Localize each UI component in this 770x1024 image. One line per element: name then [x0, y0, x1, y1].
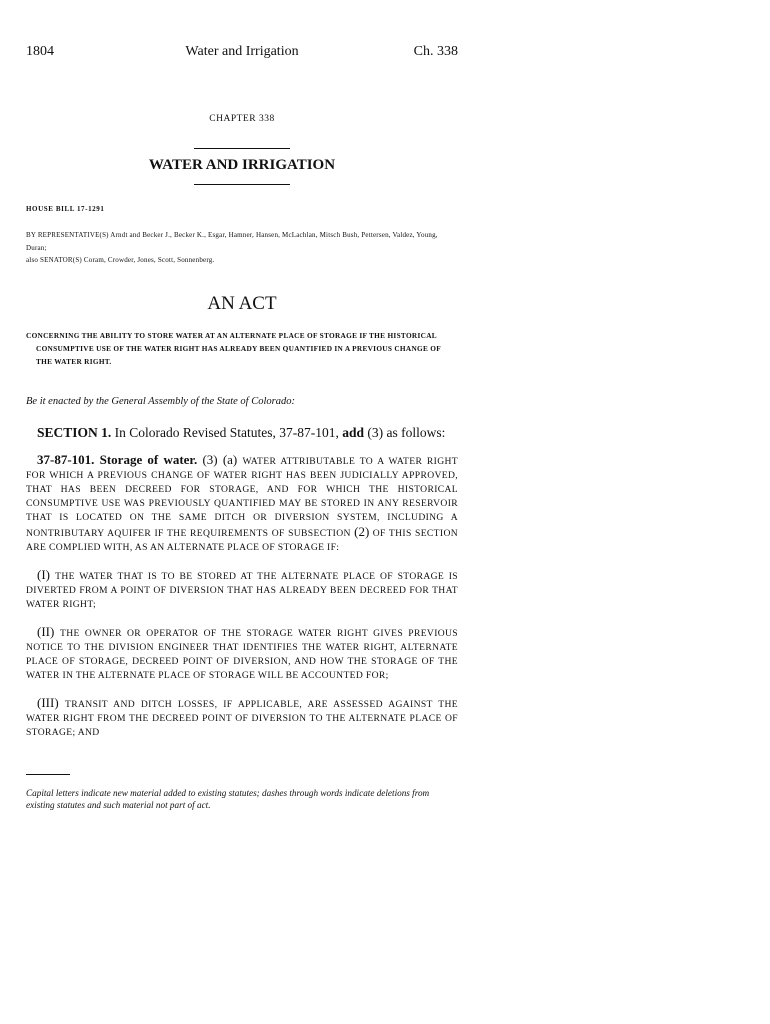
running-chapter: Ch. 338 [413, 44, 458, 59]
section-text-after: (3) as follows: [364, 424, 446, 440]
title-rule-bottom [194, 184, 290, 185]
footnote: Capital letters indicate new material added to existing statutes; dashes through words indicate deletions from existing statutes and such material not part of act. [26, 787, 430, 810]
running-head [26, 44, 458, 66]
act-heading: AN ACT [207, 292, 277, 314]
section-action: add [342, 424, 365, 440]
page-number: 1804 [26, 44, 54, 59]
chapter-label: CHAPTER 338 [209, 114, 275, 124]
statute-text [26, 453, 458, 555]
sponsors [26, 229, 458, 267]
chapter-title: WATER AND IRRIGATION [148, 157, 336, 173]
paragraph-number: (II) [37, 623, 61, 639]
paragraph-text: THE OWNER OR OPERATOR OF THE STORAGE WATER RIGHT GIVES PREVIOUS NOTICE TO THE DIVISION ENGINEER THAT IDENTIFIES THE WATER RIGHT, ALTERNATE PLACE OF STORAGE, DECREED POINT OF DIVERSION, AND HOW THE STORAGE OF THE WATER IN THE ALTERNATE PLACE OF STORAGE WILL BE ACCOUNTED FOR; [26, 627, 458, 681]
title-rule-top [194, 148, 290, 149]
statute-body-end: OF THIS SECTION ARE COMPLIED WITH, AS AN ALTERNATE PLACE OF STORAGE IF: [26, 527, 458, 553]
paragraph-text: TRANSIT AND DITCH LOSSES, IF APPLICABLE, ARE ASSESSED AGAINST THE WATER RIGHT FROM THE DECREED POINT OF DIVERSION TO THE ALTERNATE PLACE OF STORAGE; AND [26, 698, 458, 738]
paragraph-text: THE WATER THAT IS TO BE STORED AT THE ALTERNATE PLACE OF STORAGE IS DIVERTED FROM A POINT OF DIVERSION THAT HAS ALREADY BEEN DECREED FOR THAT WATER RIGHT; [26, 570, 458, 610]
section-1 [26, 425, 458, 441]
document-page [26, 44, 458, 811]
section-text-before: In Colorado Revised Statutes, 37-87-101, [111, 424, 343, 440]
paragraph-iii [26, 696, 458, 740]
statute-body: WATER ATTRIBUTABLE TO A WATER RIGHT FOR WHICH A PREVIOUS CHANGE OF WATER RIGHT HAS BEEN JUDICIALLY APPROVED, THAT HAS BEEN DECREED FOR STORAGE, AND FOR WHICH THE HISTORICAL CONSUMPTIVE USE WAS PREVIOUSLY QUANTIFIED MAY BE STORED IN ANY RESERVOIR THAT IS LOCATED ON THE SAME DITCH OR DIVERSION SYSTEM, INCLUDING A NONTRIBUTARY AQUIFER IF THE REQUIREMENTS OF SUBSECTION [26, 455, 458, 539]
section-label: SECTION 1. [37, 424, 112, 440]
representatives: BY REPRESENTATIVE(S) Arndt and Becker J., Becker K., Esgar, Hamner, Hansen, McLachlan, Mitsch Bush, Pettersen, Valdez, Young, Duran; [26, 231, 438, 252]
running-title: Water and Irrigation [185, 44, 299, 59]
paragraph-i [26, 568, 458, 612]
statute-heading: 37-87-101. Storage of water. [37, 451, 198, 467]
statute-ref: (2) [354, 523, 370, 539]
paragraph-number: (III) [37, 694, 66, 710]
statute-subsection: (3) (a) [197, 451, 243, 467]
bill-number: HOUSE BILL 17-1291 [26, 205, 105, 213]
senators: also SENATOR(S) Coram, Crowder, Jones, Scott, Sonnenberg. [26, 256, 215, 264]
paragraph-number: (I) [37, 566, 56, 582]
concerning-clause: CONCERNING THE ABILITY TO STORE WATER AT AN ALTERNATE PLACE OF STORAGE IF THE HISTORICAL CONSUMPTIVE USE OF THE WATER RIGHT HAS ALREADY BEEN QUANTIFIED IN A PREVIOUS CHANGE OF THE WATER RIGHT. [26, 330, 441, 366]
enacting-clause: Be it enacted by the General Assembly of the State of Colorado: [26, 395, 295, 407]
footnote-rule [26, 774, 70, 775]
paragraph-ii [26, 625, 458, 683]
